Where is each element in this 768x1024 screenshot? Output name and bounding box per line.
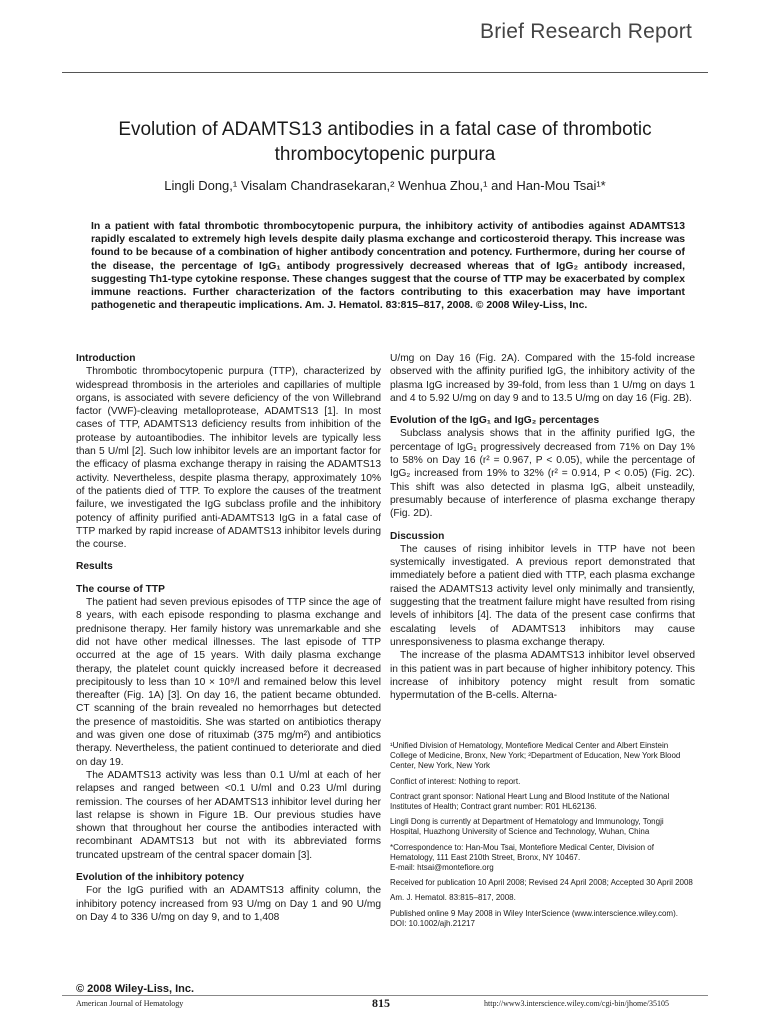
right-column <box>390 352 695 702</box>
title-line-1: Evolution of ADAMTS13 antibodies in a fatal case of thrombotic <box>118 119 652 140</box>
subclass-heading: Evolution of the IgG₁ and IgG₂ percentages <box>390 415 600 427</box>
copyright: © 2008 Wiley-Liss, Inc. <box>76 983 195 995</box>
page-number: 815 <box>372 996 390 1010</box>
footnote-conflict: Conflict of interest: Nothing to report. <box>390 776 521 786</box>
title-line-2: thrombocytopenic purpura <box>274 144 496 165</box>
course-heading: The course of TTP <box>76 583 165 595</box>
subclass-paragraph: Subclass analysis shows that in the affinity purified IgG, the percentage of IgG₁ progressively decreased from 71% on Day 1% to 58% on Day 16 (r² = 0.967, P < 0.05), while the percentage of IgG₂ increased from 19% to 32% (r² = 0.914, P < 0.05) (Fig. 2C). This shift was also detected in plasma IgG, albeit unsteadily, presumably because of interference of plasma exchange therapy (Fig. 2D). <box>390 428 695 520</box>
authors: Lingli Dong,¹ Visalam Chandrasekaran,² Wenhua Zhou,¹ and Han-Mou Tsai¹* <box>164 178 606 193</box>
course-paragraph-2: The ADAMTS13 activity was less than 0.1 U/ml at each of her relapses and ranged between <0.1 U/ml and 0.23 U/ml during remission. The courses of her ADAMTS13 inhibitor level during her last relapse is shown in Figure 1B. Our previous studies have shown that throughout her course the antibodies interacted with recombinant ADAMTS13 but not with its abbreviated forms truncated upstream of the central spacer domain [3]. <box>76 769 381 861</box>
intro-heading: Introduction <box>76 353 136 364</box>
footnote-grant: Contract grant sponsor: National Heart Lung and Blood Institute of the National Institutes of Health; Contract grant number: R01 HL62136. <box>390 791 670 812</box>
left-column <box>76 352 381 924</box>
header-rule <box>62 72 708 73</box>
footnotes <box>390 741 695 934</box>
footnote-current: Lingli Dong is currently at Department of Hematology and Immunology, Tongji Hospital, Huazhong University of Science and Technology, Wuhan, China <box>390 817 664 837</box>
discussion-paragraph-2: The increase of the plasma ADAMTS13 inhibitor level observed in this patient was in part because of higher inhibitory potency. This increase of inhibitory potency might result from somatic hypermutation of the B-cells. Alterna- <box>390 650 695 702</box>
continued-paragraph: U/mg on Day 16 (Fig. 2A). Compared with the 15-fold increase observed with the affinity purified IgG, the inhibitory activity of the plasma IgG increased by 39-fold, from less than 1 U/mg on days 1 and 4 to 5.92 U/mg on day 9 and to 13.5 U/mg on day 16 (Fig. 2B). <box>390 353 695 404</box>
course-paragraph-1: The patient had seven previous episodes of TTP since the age of 8 years, with each episode responding to plasma exchange and prednisone therapy. Her family history was unremarkable and she did not have other medical illnesses. The last episode of TTP occurred at the age of 15 years. With daily plasma exchange therapy, the platelet count quickly increased before it decreased precipitously to less than 10 × 10⁹/l and remained below this level thereafter (Fig. 1A) [3]. On day 16, the patient became obtunded. CT scanning of the brain revealed no hemorrhages but detected the presence of mastoiditis. She was started on antibiotics therapy and was given one dose of rituximab (375 mg/m²) and antibiotics therapy. Nevertheless, the patient continued to deteriorate and died on day 19. <box>76 597 381 768</box>
abstract: In a patient with fatal thrombotic thrombocytopenic purpura, the inhibitory activity of antibodies against ADAMTS13 rapidly escalated to extremely high levels despite daily plasma exchange and corticosteroid therapy. This increase was found to be because of a combination of higher antibody concentration and potency. Furthermore, during her course of the disease, the percentage of IgG₁ antibody progressively decreased whereas that of IgG₂ antibody increased, suggesting Th1-type cytokine response. These changes suggest that the course of TTP may be exacerbated by complex immune reactions. Further characterization of the factors contributing to this exacerbation may have important pathogenetic and therapeutic implications. Am. J. Hematol. 83:815–817, 2008. © 2008 Wiley-Liss, Inc. <box>91 221 685 312</box>
footnote-affiliations: ¹Unified Division of Hematology, Montefiore Medical Center and Albert Einstein College of Medicine, Bronx, New York; ²Department of Education, New York Blood Center, New York, New York <box>390 741 681 771</box>
footnote-received: Received for publication 10 April 2008; Revised 24 April 2008; Accepted 30 April 2008 <box>390 878 693 888</box>
article-title <box>90 117 680 167</box>
footnote-doi: DOI: 10.1002/ajh.21217 <box>390 918 475 928</box>
potency-paragraph: For the IgG purified with an ADAMTS13 affinity column, the inhibitory potency increased from 93 U/mg on Day 1 and 90 U/mg on Day 4 to 336 U/mg on day 9, and to 1,408 <box>76 885 381 923</box>
footnote-published: Published online 9 May 2008 in Wiley InterScience (www.interscience.wiley.com). <box>390 908 678 918</box>
results-heading: Results <box>76 561 113 573</box>
footnote-email: E-mail: htsai@montefiore.org <box>390 863 494 873</box>
footnote-correspondence: *Correspondence to: Han-Mou Tsai, Montefiore Medical Center, Division of Hematology, 111 East 210th Street, Bronx, NY 10467. <box>390 842 654 862</box>
discussion-heading: Discussion <box>390 530 445 542</box>
footnote-citation: Am. J. Hematol. 83:815–817, 2008. <box>390 893 516 903</box>
discussion-paragraph-1: The causes of rising inhibitor levels in TTP have not been systemically investigated. A previous report demonstrated that immediately before a patient died with TTP, each plasma exchange raised the ADAMTS13 activity level only minimally and transiently, suggesting that the treatment failure might have resulted from rising levels of inhibitors [4]. The data of the present case confirms that escalating levels of ADAMTS13 inhibitors may cause unresponsiveness to plasma exchange therapy. <box>390 543 695 648</box>
journal-name: American Journal of Hematology <box>76 999 184 1008</box>
journal-url: http://www3.interscience.wiley.com/cgi-bin/jhome/35105 <box>484 999 669 1008</box>
section-label: Brief Research Report <box>480 20 692 43</box>
potency-heading: Evolution of the inhibitory potency <box>76 871 245 883</box>
intro-paragraph: Thrombotic thrombocytopenic purpura (TTP), characterized by widespread thrombosis in the arterioles and capillaries of multiple organs, is associated with severe deficiency of the von Willebrand factor (VWF)-cleaving metalloprotease, ADAMTS13 [1]. In most cases of TTP, ADAMTS13 deficiency results from inhibition of the protease by autoantibodies. The inhibitor levels are typically less than 5 U/ml [2]. Such low inhibitor levels are an important factor for the efficacy of plasma exchange therapy in raising the ADAMTS13 activity. Nevertheless, despite plasma therapy, approximately 10% of the patients died of TTP. To explore the causes of the treatment failure, we investigated the IgG subclass profile and the inhibitory potency of affinity purified anti-ADAMTS13 IgG in a fatal case of TTP marked by rapid increase of ADAMTS13 inhibitor levels during the course. <box>76 366 381 551</box>
